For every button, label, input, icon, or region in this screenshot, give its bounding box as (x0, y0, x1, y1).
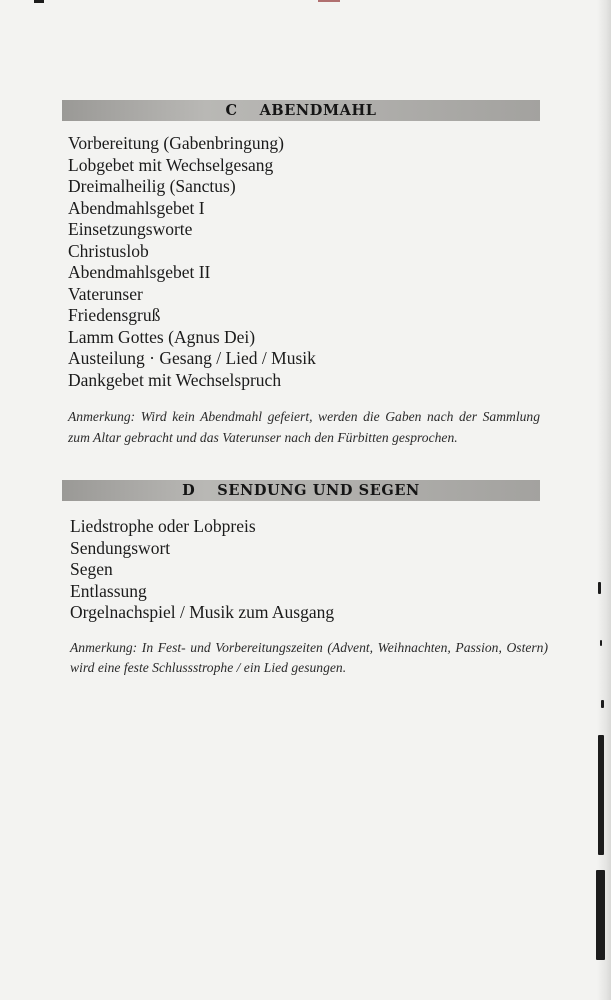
list-item: Liedstrophe oder Lobpreis (70, 516, 256, 536)
list-item: Vaterunser (68, 283, 143, 304)
section-title: SENDUNG UND SEGEN (217, 482, 420, 499)
section-abendmahl (62, 100, 540, 448)
list-item: Dreimalheilig (Sanctus) (68, 176, 236, 196)
liturgy-list (68, 133, 540, 391)
list-item: Lobgebet mit Wechselgesang (68, 154, 274, 175)
list-item: Abendmahlsgebet II (68, 262, 211, 282)
scan-mark-right-edge (598, 582, 601, 594)
list-item: Lamm Gottes (Agnus Dei) (68, 326, 256, 347)
section-letter: D (182, 482, 196, 499)
section-letter: C (225, 102, 238, 119)
list-item: Christuslob (68, 240, 149, 261)
note-text: Anmerkung: Wird kein Abendmahl gefeiert, werden die Gaben nach der Sammlung zum Altar gebracht und das Vaterunser nach den Fürbitten gesprochen. (68, 409, 540, 445)
section-title: ABENDMAHL (259, 102, 377, 119)
section-header (62, 100, 540, 121)
list-item: Sendungswort (70, 537, 171, 558)
note-text: Anmerkung: In Fest- und Vorbereitungszeiten (Advent, Weihnachten, Passion, Ostern) wird eine feste Schlussstrophe / ein Lied gesungen. (70, 639, 548, 675)
list-item: Austeilung · Gesang / Lied / Musik (68, 348, 316, 368)
list-item: Vorbereitung (Gabenbringung) (68, 133, 284, 153)
list-item: Einsetzungsworte (68, 219, 193, 239)
list-item: Friedensgruß (68, 305, 161, 325)
scan-mark-right-edge (600, 640, 602, 646)
scan-mark-right-edge (598, 735, 604, 855)
scan-mark-right-edge (601, 700, 604, 708)
list-item: Dankgebet mit Wechselspruch (68, 369, 282, 390)
scan-mark-top-center (318, 0, 340, 2)
scan-mark-top-left (34, 0, 44, 3)
liturgy-list (70, 516, 540, 624)
section-header (62, 480, 540, 501)
list-item: Abendmahlsgebet I (68, 197, 205, 218)
section-sendung-und-segen (62, 480, 548, 679)
list-item: Segen (70, 559, 113, 579)
scan-mark-right-edge (596, 870, 605, 960)
list-item: Orgelnachspiel / Musik zum Ausgang (70, 602, 335, 622)
list-item: Entlassung (70, 580, 147, 601)
